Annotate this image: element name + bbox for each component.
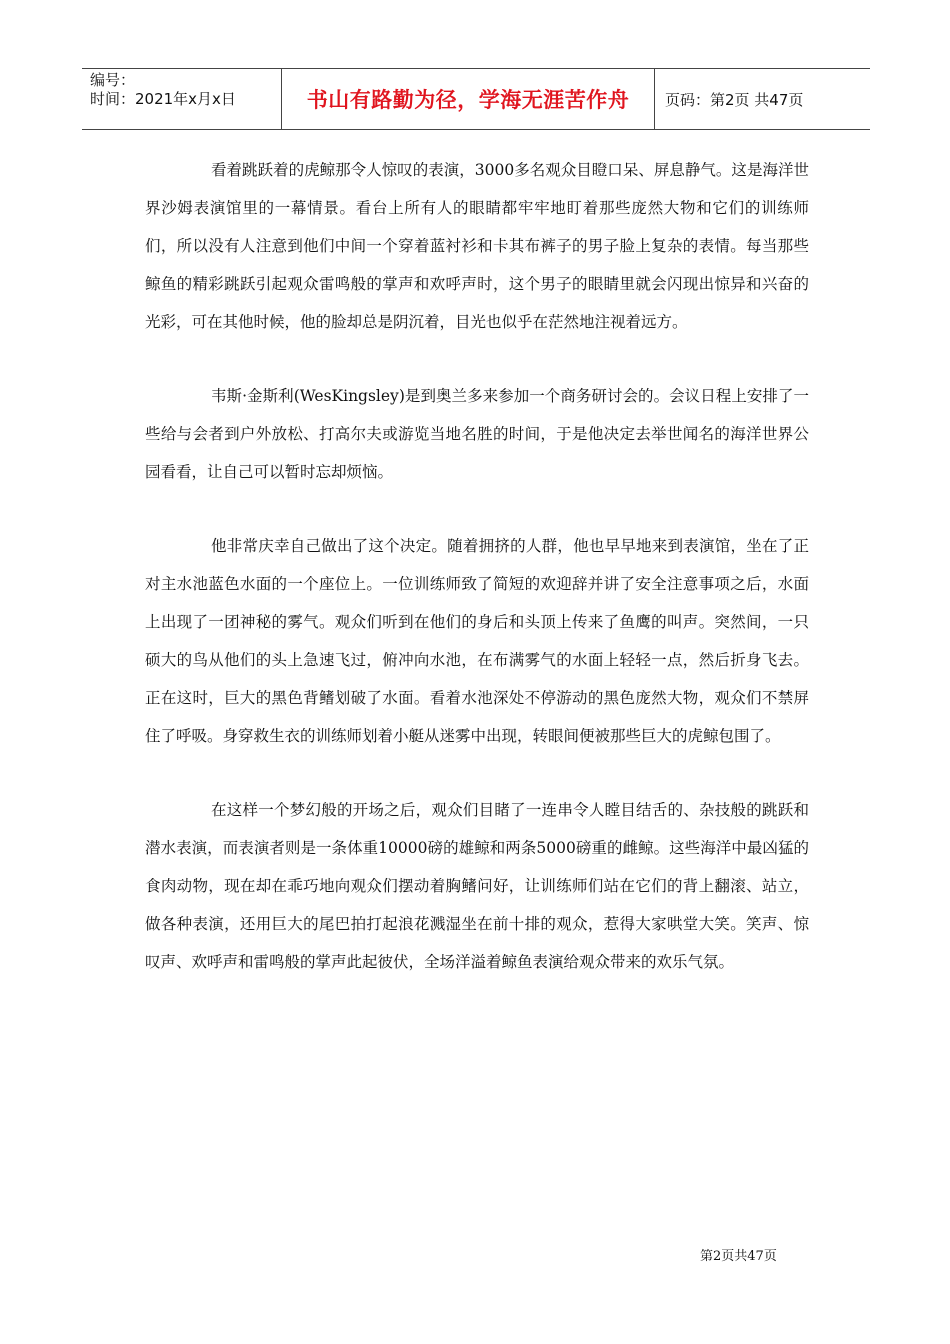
page-footer: 第2页共47页: [700, 1249, 777, 1264]
paragraph-4: 在这样一个梦幻般的开场之后，观众们目睹了一连串令人瞠目结舌的、杂技般的跳跃和潜水表演，而表演者则是一条体重10000磅的雄鲸和两条5000磅重的雌鲸。这些海洋中最凶猛的食肉动物，现在却在乖巧地向观众们摆动着胸鳍问好，让训练师们站在它们的背上翻滚、站立，做各种表演，还用巨大的尾巴拍打起浪花溅湿坐在前十排的观众，惹得大家哄堂大笑。笑声、惊叹声、欢呼声和雷鸣般的掌声此起彼伏，全场洋溢着鲸鱼表演给观众带来的欢乐气氛。: [145, 801, 809, 971]
header-meta: [82, 69, 282, 129]
header-page-info: 页码：第2页 共47页: [665, 90, 804, 109]
paragraph-1: 看着跳跃着的虎鲸那令人惊叹的表演，3000多名观众目瞪口呆、屏息静气。这是海洋世界沙姆表演馆里的一幕情景。看台上所有人的眼睛都牢牢地盯着那些庞然大物和它们的训练师们，所以没有人注意到他们中间一个穿着蓝衬衫和卡其布裤子的男子脸上复杂的表情。每当那些鲸鱼的精彩跳跃引起观众雷鸣般的掌声和欢呼声时，这个男子的眼睛里就会闪现出惊异和兴奋的光彩，可在其他时候，他的脸却总是阴沉着，目光也似乎在茫然地注视着远方。: [145, 161, 809, 331]
page-header: [82, 68, 870, 130]
paragraph-2: 韦斯·金斯利(WesKingsley)是到奥兰多来参加一个商务研讨会的。会议日程上安排了一些给与会者到户外放松、打高尔夫或游览当地名胜的时间，于是他决定去举世闻名的海洋世界公园看看，让自己可以暂时忘却烦恼。: [145, 387, 809, 481]
time-label: 时间：2021年x月x日: [90, 90, 236, 108]
header-motto: 书山有路勤为径，学海无涯苦作舟: [282, 69, 655, 129]
document-body: [145, 151, 809, 1017]
code-label: 编号：: [90, 71, 136, 89]
paragraph-3: 他非常庆幸自己做出了这个决定。随着拥挤的人群，他也早早地来到表演馆，坐在了正对主水池蓝色水面的一个座位上。一位训练师致了简短的欢迎辞并讲了安全注意事项之后，水面上出现了一团神秘的雾气。观众们听到在他们的身后和头顶上传来了鱼鹰的叫声。突然间，一只硕大的鸟从他们的头上急速飞过，俯冲向水池，在布满雾气的水面上轻轻一点，然后折身飞去。正在这时，巨大的黑色背鳍划破了水面。看着水池深处不停游动的黑色庞然大物，观众们不禁屏住了呼吸。身穿救生衣的训练师划着小艇从迷雾中出现，转眼间便被那些巨大的虎鲸包围了。: [145, 537, 809, 745]
